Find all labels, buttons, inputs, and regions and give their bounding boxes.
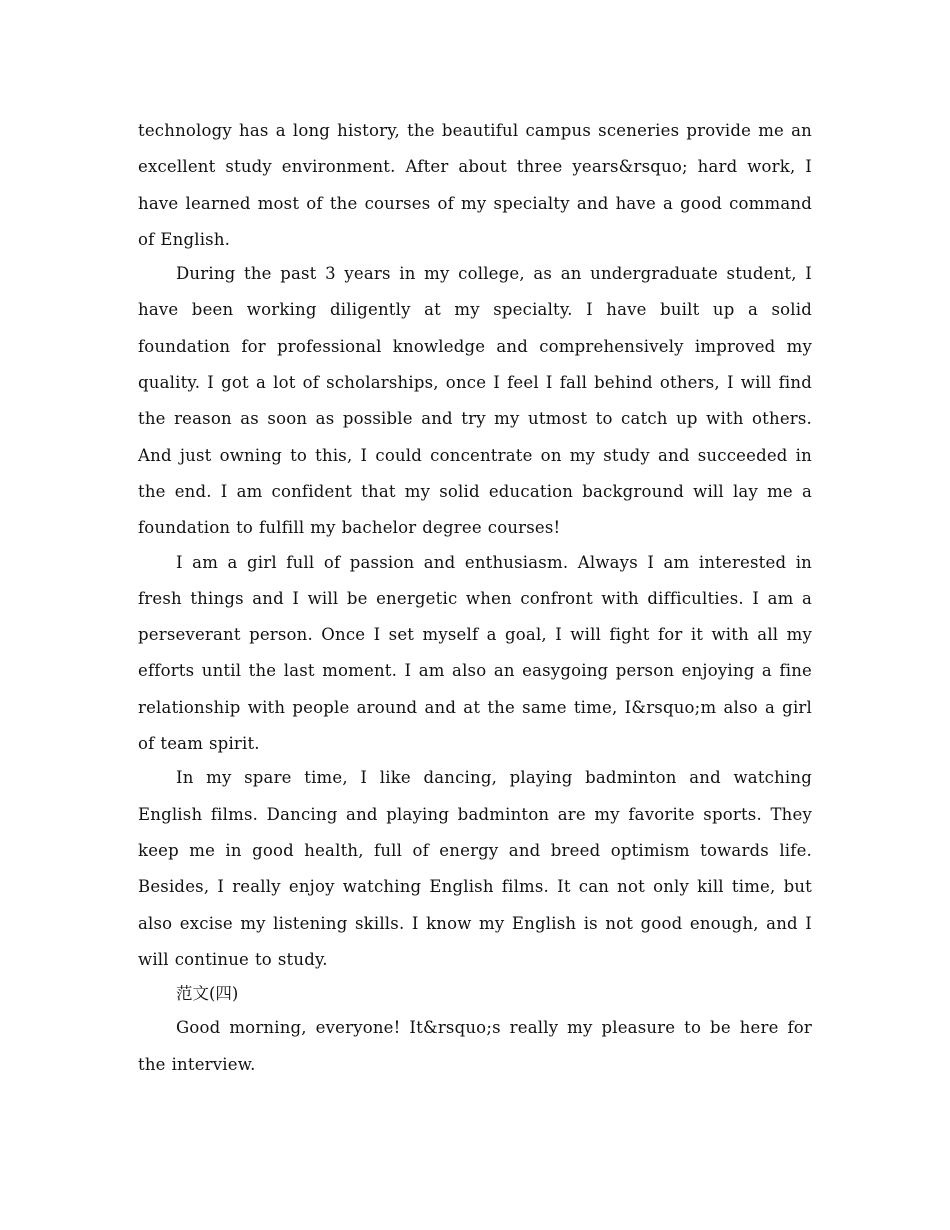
paragraph-interview-greeting: Good morning, everyone! It&rsquo;s really my pleasure to be here for the interview. (138, 1018, 812, 1074)
paragraph-technology-history: technology has a long history, the beautiful campus sceneries provide me an excellent study environment. After about three years&rsquo; hard work, I have learned most of the courses of my specialty and have a good command of English. (138, 121, 812, 249)
document-page (138, 113, 812, 1083)
section-heading: 范文(四) (176, 984, 239, 1004)
paragraph-personality: I am a girl full of passion and enthusiasm. Always I am interested in fresh things and I will be energetic when confront with difficulties. I am a perseverant person. Once I set myself a goal, I will fight for it with all my efforts until the last moment. I am also an easygoing person enjoying a fine relationship with people around and at the same time, I&rsquo;m also a girl of team spirit. (138, 552, 812, 754)
paragraph-college-study: During the past 3 years in my college, as an undergraduate student, I have been working diligently at my specialty. I have built up a solid foundation for professional knowledge and comprehensively improved my quality. I got a lot of scholarships, once I feel I fall behind others, I will find the reason as soon as possible and try my utmost to catch up with others. And just owning to this, I could concentrate on my study and succeeded in the end. I am confident that my solid education background will lay me a foundation to fulfill my bachelor degree courses! (138, 264, 812, 538)
paragraph-hobbies: In my spare time, I like dancing, playing badminton and watching English films. Dancing and playing badminton are my favorite sports. They keep me in good health, full of energy and breed optimism towards life. Besides, I really enjoy watching English films. It can not only kill time, but also excise my listening skills. I know my English is not good enough, and I will continue to study. (138, 768, 812, 969)
